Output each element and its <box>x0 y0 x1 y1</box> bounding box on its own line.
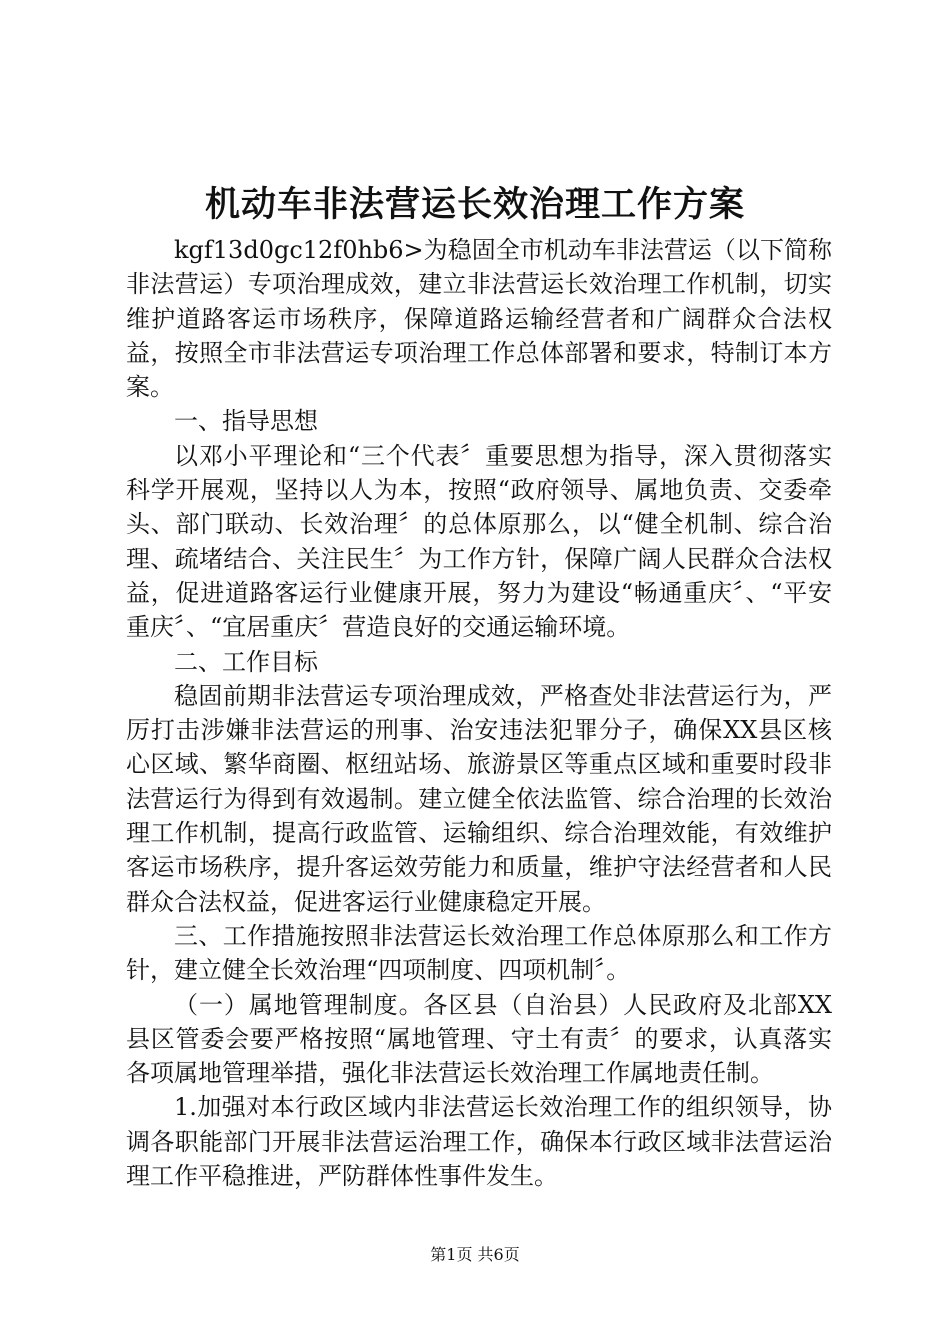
guiding-ideology-paragraph: 以邓小平理论和“三个代表〞重要思想为指导，深入贯彻落实科学开展观，坚持以人为本，按照“政府领导、属地负责、交委牵头、部门联动、长效治理〞的总体原那么，以“健全机制、综合治理、疏堵结合、关注民生〞为工作方针，保障广阔人民群众合法权益，促进道路客运行业健康开展，努力为建设“畅通重庆〞、“平安重庆〞、“宜居重庆〞营造良好的交通运输环境。 <box>126 441 832 642</box>
section-heading-guiding-ideology: 一、指导思想 <box>174 407 318 436</box>
work-measures-paragraph: 三、工作措施按照非法营运长效治理工作总体原那么和工作方针，建立健全长效治理“四项制度、四项机制〞。 <box>126 921 832 985</box>
intro-paragraph: kgf13d0gc12f0hb6>为稳固全市机动车非法营运（以下简称非法营运）专项治理成效，建立非法营运长效治理工作机制，切实维护道路客运市场秩序，保障道路运输经营者和广阔群众合法权益，按照全市非法营运专项治理工作总体部署和要求，特制订本方案。 <box>126 236 832 402</box>
territorial-management-paragraph: （一）属地管理制度。各区县（自治县）人民政府及北部XX县区管委会要严格按照“属地管理、守土有责〞的要求，认真落实各项属地管理举措，强化非法营运长效治理工作属地责任制。 <box>126 990 832 1088</box>
section-heading-work-goals: 二、工作目标 <box>174 647 318 676</box>
page-footer: 第1页 共6页 <box>430 1245 520 1264</box>
document-body <box>126 233 832 1193</box>
work-goals-paragraph: 稳固前期非法营运专项治理成效，严格查处非法营运行为，严厉打击涉嫌非法营运的刑事、治安违法犯罪分子，确保XX县区核心区域、繁华商圈、枢纽站场、旅游景区等重点区域和重要时段非法营运行为得到有效遏制。建立健全依法监管、综合治理的长效治理工作机制，提高行政监管、运输组织、综合治理效能，有效维护客运市场秩序，提升客运效劳能力和质量，维护守法经营者和人民群众合法权益，促进客运行业健康稳定开展。 <box>126 681 832 916</box>
document-title: 机动车非法营运长效治理工作方案 <box>204 185 745 225</box>
list-item-1-paragraph: 1.加强对本行政区域内非法营运长效治理工作的组织领导，协调各职能部门开展非法营运治理工作，确保本行政区域非法营运治理工作平稳推进，严防群体性事件发生。 <box>126 1093 832 1191</box>
